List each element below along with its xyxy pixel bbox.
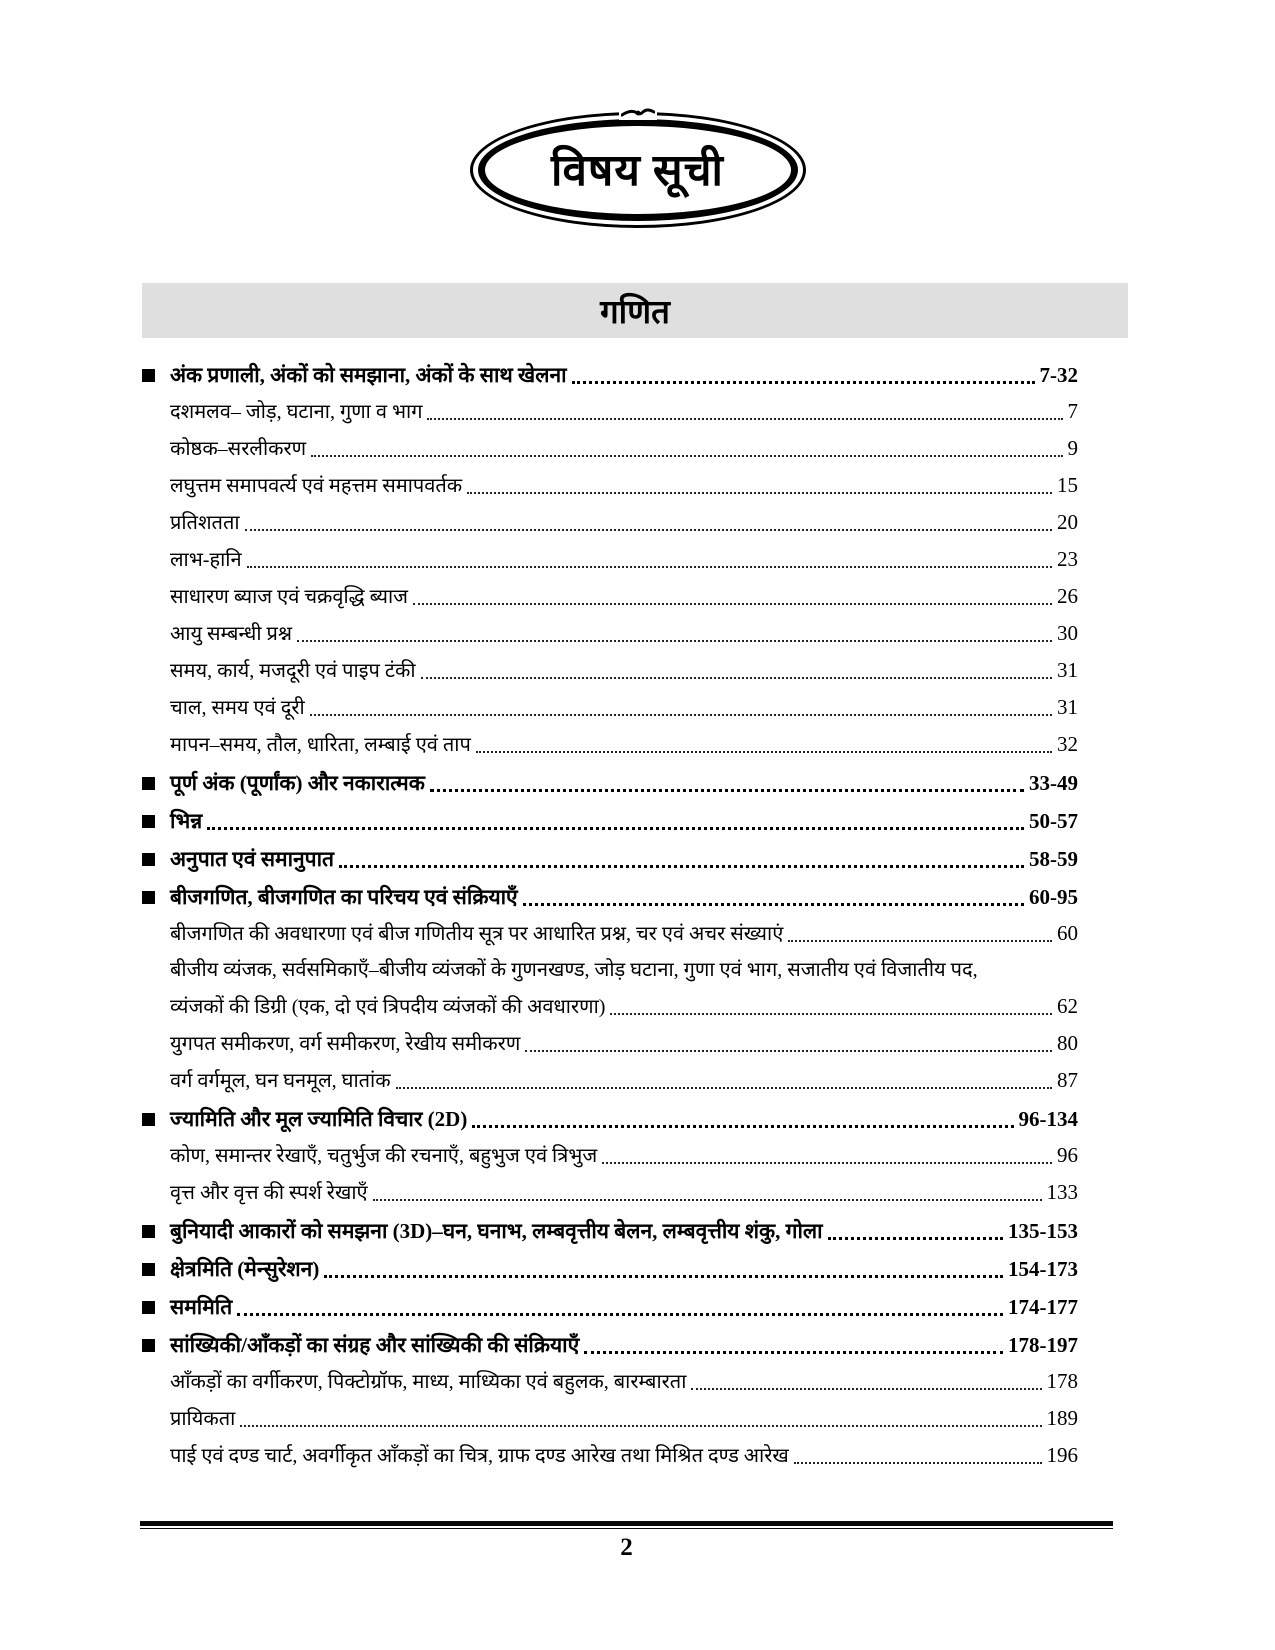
- dotted-leader: [476, 751, 1052, 753]
- dotted-leader: [373, 1199, 1042, 1201]
- toc-sub-entry: [142, 396, 1078, 427]
- toc-entry-title: बीजीय व्यंजक, सर्वसमिकाएँ–बीजीय व्यंजकों के गुणनखण्ड, जोड़ घटाना, गुणा एवं भाग, सजातीय एवं विजातीय पद,: [170, 959, 978, 981]
- footer-divider-thin-line: [140, 1528, 1113, 1529]
- toc-entry-title: भिन्न: [170, 809, 203, 833]
- dotted-leader: [572, 381, 1035, 384]
- toc-entry-page: 178-197: [1008, 1333, 1078, 1357]
- square-bullet-icon: [142, 815, 155, 828]
- toc-entry-page: 60: [1057, 921, 1078, 945]
- toc-entry-page: 26: [1057, 584, 1078, 608]
- dotted-leader: [427, 418, 1062, 420]
- square-bullet-icon: [142, 1225, 155, 1238]
- toc-sub-entry: [142, 1028, 1078, 1059]
- toc-section-entry: [142, 1292, 1078, 1322]
- toc-entry-title: दशमलव– जोड़, घटाना, गुणा व भाग: [170, 401, 423, 423]
- toc-entry-title: प्रायिकता: [170, 1408, 236, 1430]
- toc-entry-page: 32: [1057, 732, 1078, 756]
- badge-ornament-icon: [619, 106, 657, 120]
- toc-entry-title: लघुत्तम समापवर्त्य एवं महत्तम समापवर्तक: [170, 475, 463, 497]
- toc-entry-title: वर्ग वर्गमूल, घन घनमूल, घातांक: [170, 1070, 391, 1092]
- toc-section-entry: [142, 1216, 1078, 1246]
- toc-entry-title: वृत्त और वृत्त की स्पर्श रेखाएँ: [170, 1182, 368, 1204]
- toc-entry-page: 58-59: [1029, 847, 1078, 871]
- dotted-leader: [523, 903, 1024, 906]
- toc-entry-title: युगपत समीकरण, वर्ग समीकरण, रेखीय समीकरण: [170, 1033, 521, 1055]
- toc-entry-title: बीजगणित, बीजगणित का परिचय एवं संक्रियाएँ: [170, 885, 518, 909]
- badge-outer-oval: [470, 112, 806, 228]
- toc-sub-entry: [142, 507, 1078, 538]
- toc-entry-title: व्यंजकों की डिग्री (एक, दो एवं त्रिपदीय व्यंजकों की अवधारणा): [170, 996, 606, 1018]
- page-title: विषय सूची: [551, 146, 724, 195]
- toc-entry-title: बीजगणित की अवधारणा एवं बीज गणितीय सूत्र पर आधारित प्रश्न, चर एवं अचर संख्याएं: [170, 923, 784, 945]
- toc-entry-page: 7-32: [1039, 363, 1078, 387]
- toc-entry-page: 174-177: [1008, 1295, 1078, 1319]
- toc-sub-entry: [142, 1065, 1078, 1096]
- square-bullet-icon: [142, 369, 155, 382]
- toc-sub-entry: [142, 1366, 1078, 1397]
- toc-entry-title: ज्यामिति और मूल ज्यामिति विचार (2D): [170, 1107, 468, 1131]
- toc-entry-title: कोष्ठक–सरलीकरण: [170, 438, 307, 460]
- dotted-leader: [247, 566, 1052, 568]
- toc-entry-title: पाई एवं दण्ड चार्ट, अवर्गीकृत आँकड़ों का चित्र, ग्राफ दण्ड आरेख तथा मिश्रित दण्ड आरेख: [170, 1445, 789, 1467]
- dotted-leader: [472, 1125, 1013, 1128]
- toc-entry-page: 7: [1067, 399, 1078, 423]
- dotted-leader: [413, 603, 1052, 605]
- toc-section-entry: [142, 844, 1078, 874]
- dotted-leader: [691, 1388, 1041, 1390]
- dotted-leader: [324, 1275, 1003, 1278]
- dotted-leader: [339, 865, 1024, 868]
- toc-sub-entry: [142, 618, 1078, 649]
- toc-entry-page: 135-153: [1008, 1219, 1078, 1243]
- toc-entry-title: चाल, समय एवं दूरी: [170, 697, 305, 719]
- dotted-leader: [240, 1425, 1041, 1427]
- square-bullet-icon: [142, 1113, 155, 1126]
- toc-entry-page: 31: [1057, 658, 1078, 682]
- dotted-leader: [525, 1050, 1052, 1052]
- toc-entry-title: साधारण ब्याज एवं चक्रवृद्धि ब्याज: [170, 586, 408, 608]
- footer-page-number: 2: [620, 1534, 633, 1561]
- toc-entry-page: 87: [1057, 1068, 1078, 1092]
- toc-entry-page: 50-57: [1029, 809, 1078, 833]
- toc-entry-page: 60-95: [1029, 885, 1078, 909]
- dotted-leader: [237, 1313, 1003, 1316]
- toc-section-entry: [142, 882, 1078, 912]
- dotted-leader: [421, 677, 1052, 679]
- toc-section-entry: [142, 360, 1078, 390]
- dotted-leader: [467, 492, 1052, 494]
- toc-entry-title: प्रतिशतता: [170, 512, 240, 534]
- toc-entry-title: लाभ-हानि: [170, 549, 242, 571]
- dotted-leader: [794, 1462, 1042, 1464]
- square-bullet-icon: [142, 853, 155, 866]
- toc-sub-entry: [142, 581, 1078, 612]
- toc-section-entry: [142, 1254, 1078, 1284]
- toc-entry-title: बुनियादी आकारों को समझना (3D)–घन, घनाभ, लम्बवृत्तीय बेलन, लम्बवृत्तीय शंकु, गोला: [170, 1219, 823, 1243]
- toc-sub-entry: [142, 1440, 1078, 1471]
- toc-entry-page: 30: [1057, 621, 1078, 645]
- toc-sub-entry: [142, 1140, 1078, 1171]
- toc-section-entry: [142, 806, 1078, 836]
- section-title: गणित: [600, 295, 670, 331]
- toc-sub-entry: [142, 729, 1078, 760]
- toc-sub-entry: [142, 692, 1078, 723]
- toc-sub-entry: [142, 1177, 1078, 1208]
- toc-sub-entry: [142, 470, 1078, 501]
- toc-entry-title: मापन–समय, तौल, धारिता, लम्बाई एवं ताप: [170, 734, 471, 756]
- toc-entry-page: 62: [1057, 994, 1078, 1018]
- toc-sub-entry: [142, 991, 1078, 1022]
- toc-sub-entry: [142, 544, 1078, 575]
- toc-entry-page: 196: [1046, 1443, 1078, 1467]
- toc-sub-entry: [142, 433, 1078, 464]
- square-bullet-icon: [142, 777, 155, 790]
- toc-sub-entry: [142, 655, 1078, 686]
- toc-entry-page: 154-173: [1008, 1257, 1078, 1281]
- dotted-leader: [297, 640, 1052, 642]
- dotted-leader: [310, 714, 1052, 716]
- footer-divider-thick-line: [140, 1521, 1113, 1526]
- toc-entry-page: 96: [1057, 1143, 1078, 1167]
- toc-entry-page: 23: [1057, 547, 1078, 571]
- toc-entry-title: आयु सम्बन्धी प्रश्न: [170, 623, 293, 645]
- toc-entry-title: अंक प्रणाली, अंकों को समझाना, अंकों के साथ खेलना: [170, 363, 567, 387]
- toc-entry-title: सांख्यिकी/आँकड़ों का संग्रह और सांख्यिकी की संक्रियाएँ: [170, 1333, 580, 1357]
- square-bullet-icon: [142, 1263, 155, 1276]
- toc-entry-page: 15: [1057, 473, 1078, 497]
- toc-section-entry: [142, 1330, 1078, 1360]
- toc-entry-page: 20: [1057, 510, 1078, 534]
- toc-entry-page: 80: [1057, 1031, 1078, 1055]
- toc-entry-page: 178: [1046, 1369, 1078, 1393]
- dotted-leader: [245, 529, 1052, 531]
- table-of-contents: [142, 352, 1078, 1477]
- toc-entry-title: आँकड़ों का वर्गीकरण, पिक्टोग्रॉफ, माध्य, माध्यिका एवं बहुलक, बारम्बारता: [170, 1371, 687, 1393]
- badge-inner-oval: [478, 119, 798, 221]
- toc-sub-entry: [142, 1403, 1078, 1434]
- square-bullet-icon: [142, 891, 155, 904]
- toc-entry-page: 96-134: [1018, 1107, 1078, 1131]
- dotted-leader: [396, 1087, 1052, 1089]
- toc-sub-entry: [142, 918, 1078, 949]
- toc-entry-title: अनुपात एवं समानुपात: [170, 847, 335, 871]
- dotted-leader: [788, 940, 1052, 942]
- dotted-leader: [311, 455, 1062, 457]
- section-header: [142, 283, 1128, 338]
- square-bullet-icon: [142, 1301, 155, 1314]
- toc-entry-page: 31: [1057, 695, 1078, 719]
- toc-sub-entry: [142, 955, 1078, 985]
- dotted-leader: [602, 1162, 1052, 1164]
- toc-entry-title: समय, कार्य, मजदूरी एवं पाइप टंकी: [170, 660, 416, 682]
- dotted-leader: [610, 1013, 1052, 1015]
- dotted-leader: [584, 1351, 1003, 1354]
- square-bullet-icon: [142, 1339, 155, 1352]
- toc-section-entry: [142, 1104, 1078, 1134]
- toc-section-entry: [142, 768, 1078, 798]
- dotted-leader: [828, 1237, 1003, 1240]
- footer-divider: [140, 1521, 1113, 1529]
- toc-entry-title: सममिति: [170, 1295, 233, 1319]
- toc-entry-page: 189: [1046, 1406, 1078, 1430]
- toc-entry-title: क्षेत्रमिति (मेन्सुरेशन): [170, 1257, 320, 1281]
- dotted-leader: [430, 789, 1024, 792]
- toc-entry-title: कोण, समान्तर रेखाएँ, चतुर्भुज की रचनाएँ, बहुभुज एवं त्रिभुज: [170, 1145, 598, 1167]
- toc-entry-page: 33-49: [1029, 771, 1078, 795]
- dotted-leader: [207, 827, 1024, 830]
- contents-badge: [470, 112, 806, 228]
- toc-entry-page: 133: [1046, 1180, 1078, 1204]
- toc-entry-title: पूर्ण अंक (पूर्णांक) और नकारात्मक: [170, 771, 425, 795]
- toc-entry-page: 9: [1067, 436, 1078, 460]
